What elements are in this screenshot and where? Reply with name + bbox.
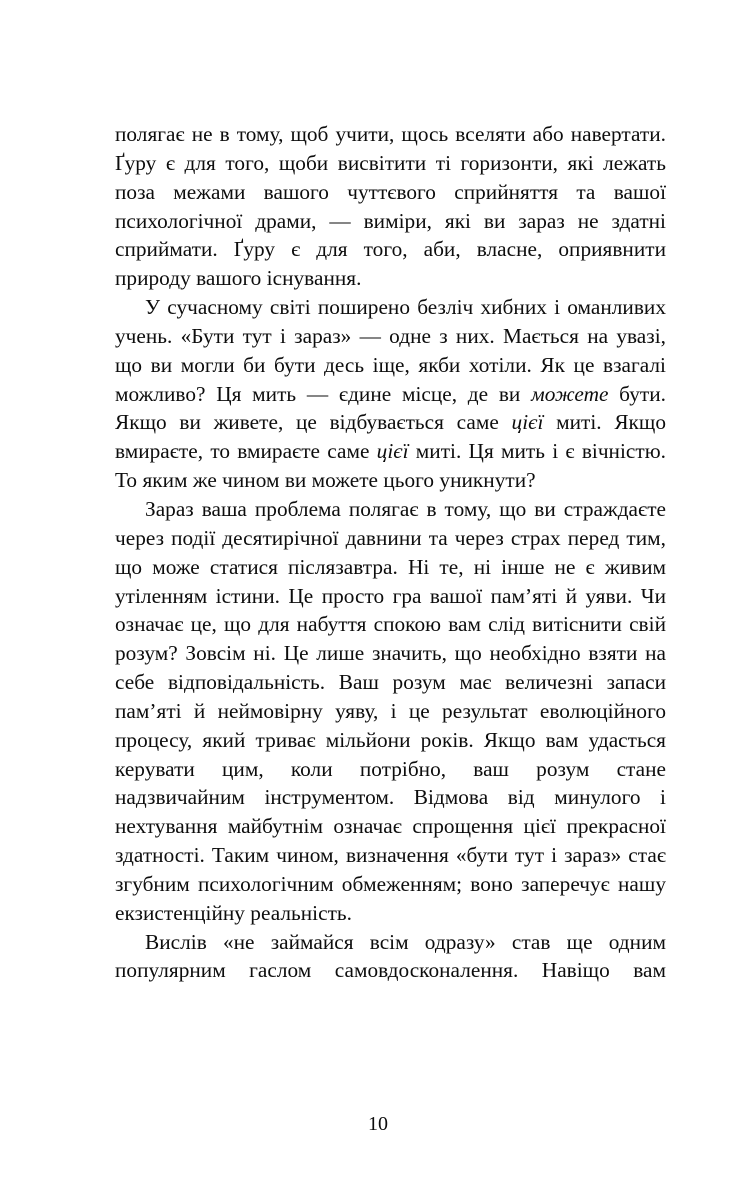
paragraph-2-run-1: У сучасному світі поширено безліч хибних і оманливих учень. «Бути тут і зараз» — одне з них. Мається на увазі, що ви могли би бути десь іще, якби хотіли. Як це взагалі можливо? Ця мить — єдине місце, де ви (115, 295, 666, 406)
paragraph-3-run-1: Зараз ваша проблема полягає в тому, що ви страждаєте через події десятирічної давнини та через страх перед тим, що може статися післязавтра. Ні те, ні інше не є живим утіленням істини. Це просто гра вашої пам’яті й уяви. Чи означає це, що для набуття спокою вам слід витіснити свій розум? Зовсім ні. Це лише значить, що необхідно взяти на себе відповідальність. Ваш розум має величезні запаси пам’яті й неймовірну уяву, і це результат еволюційного процесу, який триває мільйони років. Якщо вам удасться керувати цим, коли потрібно, ваш розум стане надзвичайним інструментом. Відмова від минулого і нехтування майбутнім означає спрощення цієї прекрасної здатності. Таким чином, визначення «бути тут і зараз» стає згубним психологічним обмеженням; воно заперечує нашу екзистенційну реальність. (115, 496, 666, 925)
page-text-block (115, 120, 666, 1014)
paragraph-2-emphasis-tsiei-1: цієї (511, 410, 544, 435)
paragraph-2-run-5: миті. Якщо вмираєте, то вмираєте саме (115, 410, 666, 464)
paragraph-2-run-7: миті. Ця мить і є вічністю. То яким же чином ви можете цього уникнути? (115, 439, 666, 493)
paragraph-2-run-3: бути. Якщо ви живете, це відбувається саме (115, 381, 666, 435)
paragraph-2-emphasis-tsiei-2: цієї (376, 439, 409, 464)
paragraph-1 (115, 120, 666, 293)
paragraph-1-run-1: полягає не в тому, щоб учити, щось вселяти або навертати. Ґуру є для того, щоби висвітити ті горизонти, які лежать поза межами вашого чуттєвого сприйняття та вашої психологічної драми, — виміри, які ви зараз не здатні сприймати. Ґуру є для того, аби, власне, оприявнити природу вашого існування. (115, 122, 666, 291)
paragraph-4 (115, 928, 666, 1015)
page-number: 10 (368, 1113, 388, 1135)
paragraph-4-run-1: Вислів «не займайся всім одразу» став ще одним популярним гаслом самовдосконалення. Навіщо вам (115, 929, 666, 983)
paragraph-3 (115, 495, 666, 928)
paragraph-2-emphasis-mozhete: можете (531, 381, 609, 406)
paragraph-2 (115, 293, 666, 495)
